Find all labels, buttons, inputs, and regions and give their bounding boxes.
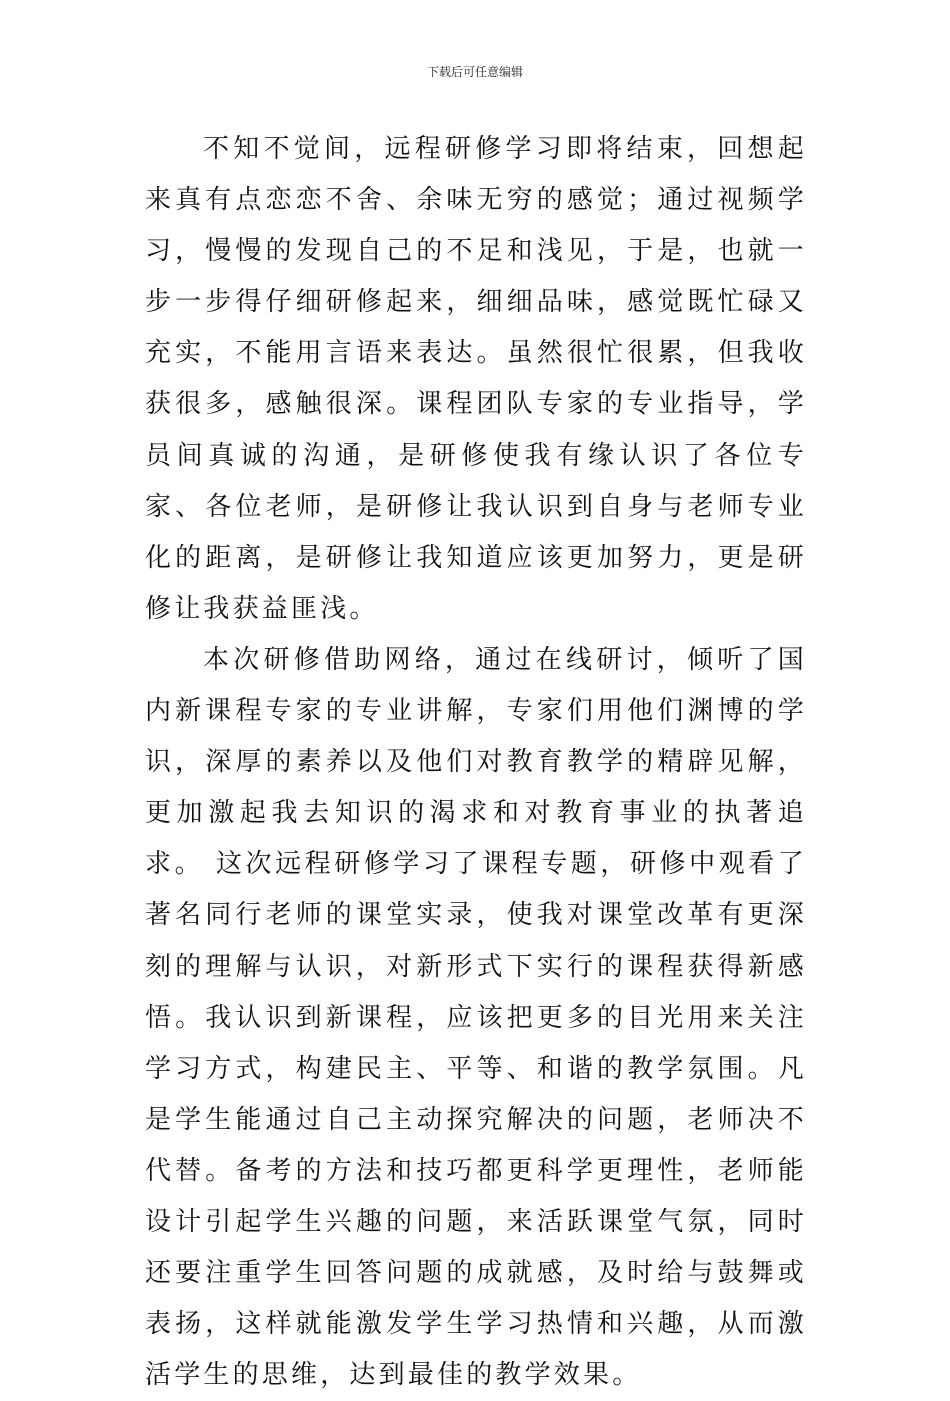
paragraph-2: 本次研修借助网络，通过在线研讨，倾听了国内新课程专家的专业讲解，专家们用他们渊博的学识，深厚的素养以及他们对教育教学的精辟见解，更加激起我去知识的渴求和对教育事业的执著追求。 这次远程研修学习了课程专题，研修中观看了著名同行老师的课堂实录，使我对课堂改革有更深刻的理解与认识，对新形式下实行的课程获得新感悟。我认识到新课程，应该把更多的目光用来关注学习方式，构建民主、平等、和谐的教学氛围。凡是学生能通过自己主动探究解决的问题，老师决不代替。备考的方法和技巧都更科学更理性，老师能设计引起学生兴趣的问题，来活跃课堂气氛，同时还要注重学生回答问题的成就感，及时给与鼓舞或表扬，这样就能激发学生学习热情和兴趣，从而激活学生的思维，达到最佳的教学效果。 — [145, 644, 807, 1391]
page-header: 下载后可任意编辑 — [426, 65, 523, 79]
paragraph-1: 不知不觉间，远程研修学习即将结束，回想起来真有点恋恋不舍、余味无穷的感觉；通过视频学习，慢慢的发现自己的不足和浅见，于是，也就一步一步得仔细研修起来，细细品味，感觉既忙碌又充实，不能用言语来表达。虽然很忙很累，但我收获很多，感触很深。课程团队专家的专业指导，学员间真诚的沟通，是研修使我有缘认识了各位专家、各位老师，是研修让我认识到自身与老师专业化的距离，是研修让我知道应该更加努力，更是研修让我获益匪浅。 — [145, 134, 807, 624]
document-body — [145, 124, 807, 1401]
